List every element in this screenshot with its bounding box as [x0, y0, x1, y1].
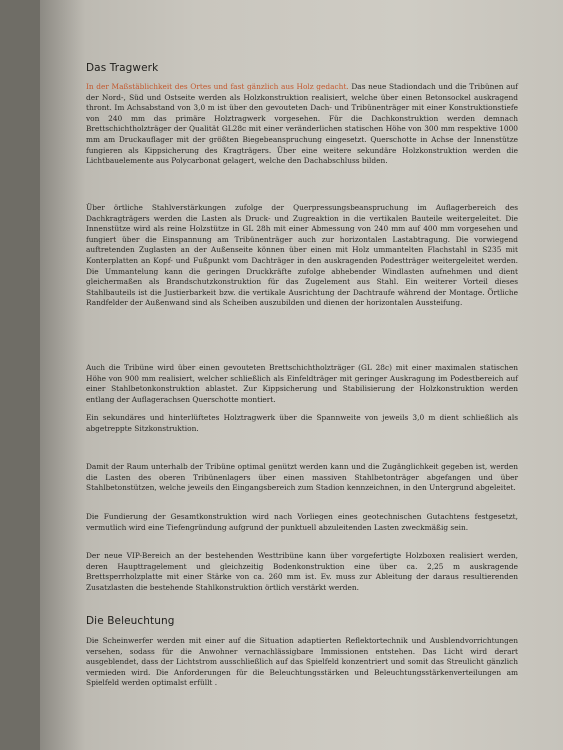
paragraph-stahlverstaerkung: Über örtliche Stahlverstärkungen zufolge der Querpressungsbeanspruchung im Auflagerbereich des Dachkragträgers werden die Lasten als Druck- und Zugreaktion in die vertikalen Bauteile weitergeleitet. Die Innenstütze wird als reine Holzstütze in GL 28h mit einer Abmessung von 240 mm auf 400 mm vorgesehen und fungiert über die Einspannung am Tribünenträger auch zur horizontalen Lastabtragung. Die vorwiegend auftretenden Zuglasten an der Außenseite können über einen mit Holz ummantelten Flachstahl in S235 mit Konterplatten an Kopf- und Fußpunkt vom Dachträger in den auskragenden Podestträger weitergeleitet werden. Die Ummantelung kann die geringen Druckkräfte zufolge abhebender Windlasten aufnehmen und dient gleichermaßen als Brandschutzkonstruktion für das Zugelement aus Stahl. Ein weiterer Vorteil dieses Stahlbauteils ist die Justierbarkeit bzw. die vertikale Ausrichtung der Dachtraufe während der Montage. Örtliche Randfelder der Außenwand sind als Scheiben auszubilden und dienen der horizontalen Aussteifung. [86, 203, 518, 308]
paragraph-vip-bereich: Der neue VIP-Bereich an der bestehenden Westtribüne kann über vorgefertigte Holzboxen realisiert werden, deren Haupttragelement und gleichzeitig Bodenkonstruktion eine über ca. 2,25 m auskragende Brettsperrholzplatte mit einer Stärke von ca. 260 mm ist. Ev. muss zur Ableitung der daraus resultierenden Zusatzlasten die bestehende Stahlkonstruktion örtlich verstärkt werden. [86, 551, 518, 592]
highlighted-lead-sentence: In der Maßstäblichkeit des Ortes und fast gänzlich aus Holz gedacht. [86, 82, 349, 91]
paragraph-beleuchtung: Die Scheinwerfer werden mit einer auf die Situation adaptierten Reflektortechnik und Ausblendvorrichtungen versehen, sodass für die Anwohner vernachlässigbare Immissionen entstehen. Das Licht wird derart ausgeblendet, dass der Lichtstrom ausschließlich auf das Spielfeld konzentriert und somit das Streulicht gänzlich vermieden wird. Die Anforderungen für die Beleuchtungsstärken und Beleuchtungsstärkenverteilungen am Spielfeld werden optimalst erfüllt . [86, 636, 518, 688]
paragraph-tragwerk-intro [86, 82, 518, 167]
paragraph-tribuene-traeger: Auch die Tribüne wird über einen gevouteten Brettschichtholzträger (GL 28c) mit einer maximalen statischen Höhe von 900 mm realisiert, welcher schließlich als Einfeldträger mit geringer Auskragung im Podestbereich auf einer Stahlbetonkonstruktion ablastet. Zur Kippsicherung und Stabilisierung der Holzkonstruktion werden entlang der Auflagerachsen Querschotte montiert. [86, 363, 518, 404]
intro-body-text: Das neue Stadiondach und die Tribünen auf der Nord-, Süd und Ostseite werden als Holzkonstruktion realisiert, welche über einen Betonsockel auskragend thront. Im Achsabstand von 3,0 m ist über den gevouteten Dach- und Tribünenträger mit einer Konstruktionstiefe von 240 mm das primäre Holztragwerk vorgesehen. Für die Dachkonstruktion werden demnach Brettschichtholzträger der Qualität GL28c mit einer veränderlichen statischen Höhe von 300 mm respektive 1000 mm am Druckauflager mit der größten Biegebeanspruchung eingesetzt. Querschotte in Achse der Innenstütze fungieren als Kippsicherung des Kragträgers. Über eine weitere sekundäre Holzkonstruktion werden die Lichtbauelemente aus Polycarbonat gelagert, welche den Dachabschluss bilden. [86, 82, 519, 166]
section-heading-tragwerk: Das Tragwerk [86, 62, 159, 74]
paragraph-fundierung: Die Fundierung der Gesamtkonstruktion wird nach Vorliegen eines geotechnischen Gutachtens festgesetzt, vermutlich wird eine Tiefengründung aufgrund der punktuell abzuleitenden Lasten zweckmäßig sein. [86, 512, 518, 532]
paragraph-sitzkonstruktion: Ein sekundäres und hinterlüftetes Holztragwerk über die Spannweite von jeweils 3,0 m dient schließlich als abgetreppte Sitzkonstruktion. [86, 413, 518, 433]
section-heading-beleuchtung: Die Beleuchtung [86, 615, 175, 627]
paragraph-raum-unter-tribuene: Damit der Raum unterhalb der Tribüne optimal genützt werden kann und die Zugänglichkeit gegeben ist, werden die Lasten des oberen Tribünenlagers über einen massiven Stahlbetonträger abgefangen und über Stahlbetonstützen, welche jeweils den Eingangsbereich zum Stadion kennzeichnen, in den Untergrund abgeleitet. [86, 462, 518, 493]
document-page [40, 0, 563, 750]
